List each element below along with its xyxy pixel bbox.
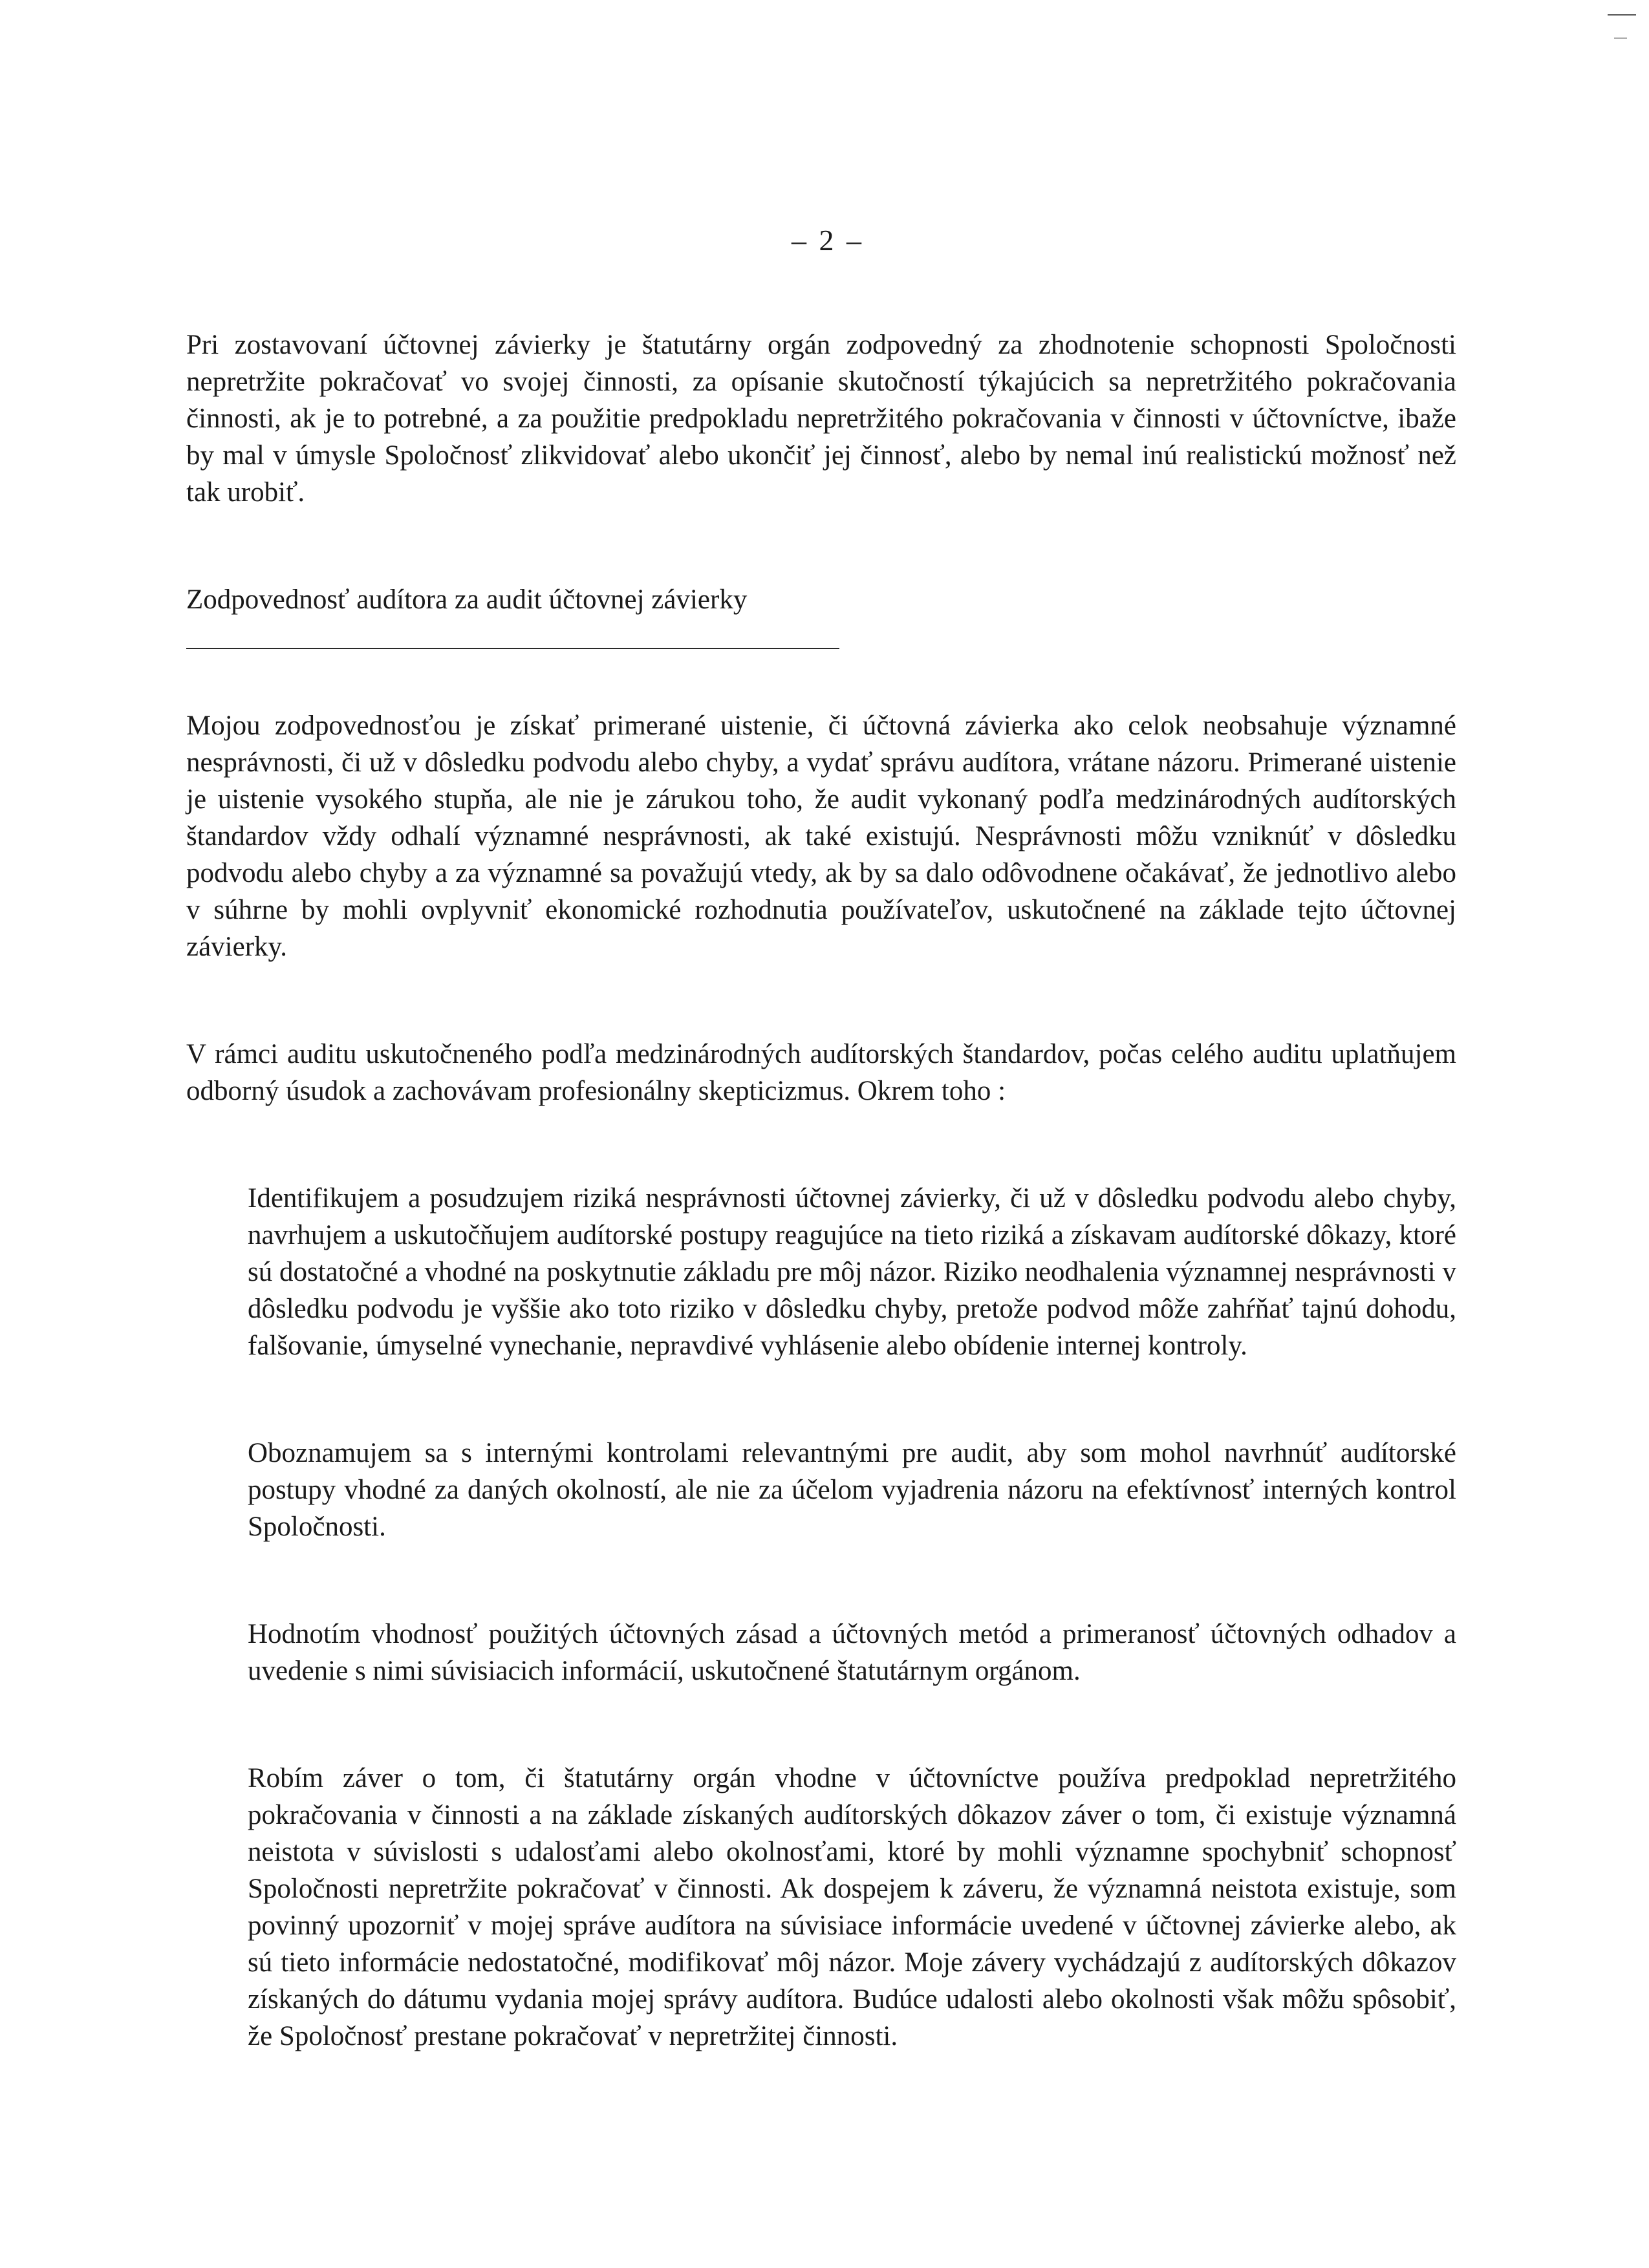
- paragraph-professional-judgment: V rámci auditu uskutočneného podľa medzinárodných audítorských štandardov, počas celého auditu uplatňujem odborný úsudok a zachovávam profesionálny skepticizmus. Okrem toho :: [186, 1039, 1456, 1106]
- paragraph-going-concern-conclusion: Robím záver o tom, či štatutárny orgán vhodne v účtovníctve používa predpoklad nepretržitého pokračovania v činnosti a na základe získaných audítorských dôkazov záver o tom, či existuje významná neistota v súvislosti s udalosťami alebo okolnosťami, ktoré by mohli významne spochybniť schopnosť Spoločnosti nepretržite pokračovať v činnosti. Ak dospejem k záveru, že významná neistota existuje, som povinný upozorniť v mojej správe audítora na súvisiace informácie uvedené v účtovnej závierke alebo, ak sú tieto informácie nedostatočné, modifikovať môj názor. Moje závery vychádzajú z audítorských dôkazov získaných do dátumu vydania mojej správy audítora. Budúce udalosti alebo okolnosti však môžu spôsobiť, že Spoločnosť prestane pokračovať v nepretržitej činnosti.: [248, 1763, 1456, 2051]
- section-heading-text: Zodpovednosť audítora za audit účtovnej závierky: [186, 584, 748, 615]
- paragraph-going-concern: Pri zostavovaní účtovnej závierky je štatutárny orgán zodpovedný za zhodnotenie schopnosti Spoločnosti nepretržite pokračovať vo svojej činnosti, za opísanie skutočností týkajúcich sa nepretržitého pokračovania činnosti, ak je to potrebné, a za použitie predpokladu nepretržitého pokračovania v činnosti v účtovníctve, ibaže by mal v úmysle Spoločnosť zlikvidovať alebo ukončiť jej činnosť, alebo by nemal inú realistickú možnosť než tak urobiť.: [186, 330, 1456, 508]
- paragraph-accounting-policies: Hodnotím vhodnosť použitých účtovných zásad a účtovných metód a primeranosť účtovných odhadov a uvedenie s nimi súvisiacich informácií, uskutočnené štatutárnym orgánom.: [248, 1619, 1456, 1686]
- section-heading: [186, 581, 839, 618]
- scan-edge-mark: [1608, 14, 1636, 16]
- heading-underline: [186, 648, 839, 649]
- scan-edge-mark: [1614, 37, 1627, 39]
- paragraph-auditor-responsibility: Mojou zodpovednosťou je získať primerané uistenie, či účtovná závierka ako celok neobsahuje významné nesprávnosti, či už v dôsledku podvodu alebo chyby, a vydať správu audítora, vrátane názoru. Primerané uistenie je uistenie vysokého stupňa, ale nie je zárukou toho, že audit vykonaný podľa medzinárodných audítorských štandardov vždy odhalí významné nesprávnosti, ak také existujú. Nesprávnosti môžu vzniknúť v dôsledku podvodu alebo chyby a za významné sa považujú vtedy, ak by sa dalo odôvodnene očakávať, že jednotlivo alebo v súhrne by mohli ovplyvniť ekonomické rozhodnutia používateľov, uskutočnené na základe tejto účtovnej závierky.: [186, 711, 1456, 962]
- paragraph-internal-controls: Oboznamujem sa s internými kontrolami relevantnými pre audit, aby som mohol navrhnúť audítorské postupy vhodné za daných okolností, ale nie za účelom vyjadrenia názoru na efektívnosť interných kontrol Spoločnosti.: [248, 1438, 1456, 1542]
- page-number: – 2 –: [792, 224, 864, 257]
- document-body: [186, 326, 1456, 2125]
- paragraph-identify-risks: Identifikujem a posudzujem riziká nesprávnosti účtovnej závierky, či už v dôsledku podvodu alebo chyby, navrhujem a uskutočňujem audítorské postupy reagujúce na tieto riziká a získavam audítorské dôkazy, ktoré sú dostatočné a vhodné na poskytnutie základu pre môj názor. Riziko neodhalenia významnej nesprávnosti v dôsledku podvodu je vyššie ako toto riziko v dôsledku chyby, pretože podvod môže zahŕňať tajnú dohodu, falšovanie, úmyselné vynechanie, nepravdivé vyhlásenie alebo obídenie internej kontroly.: [248, 1183, 1456, 1361]
